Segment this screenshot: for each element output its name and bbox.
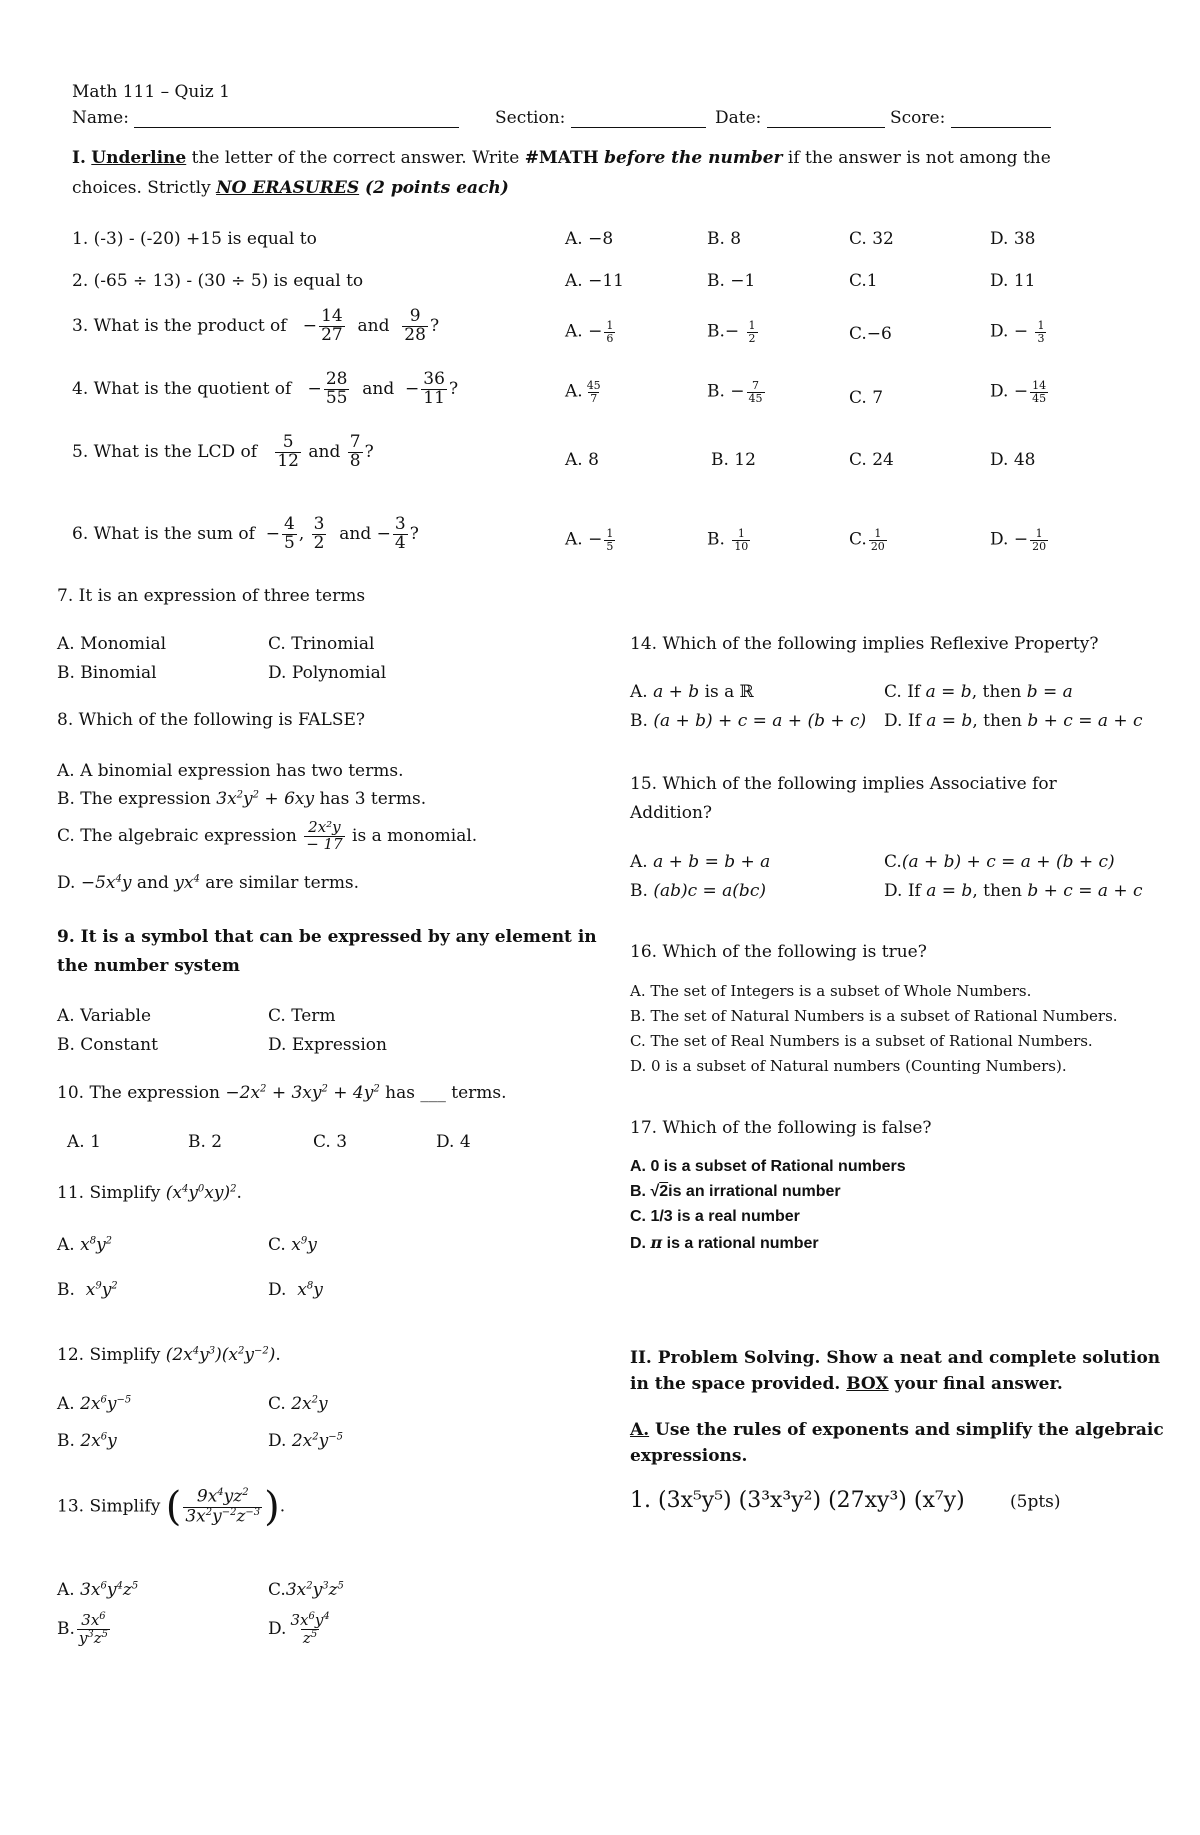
q5-and: and <box>308 441 341 462</box>
q15-b-label: B. <box>630 881 654 901</box>
q3-b-den: 2 <box>748 331 756 345</box>
q12-text: 12. Simplify $(2x^4y^3)(x^2y^{-2})$. <box>57 1345 281 1365</box>
q14-text: 14. Which of the following implies Reflexive Property? <box>630 634 1099 654</box>
q13-b-label: B. <box>57 1618 75 1639</box>
q14-c-expr2: b = a <box>1026 682 1073 702</box>
section-label: Section: <box>495 108 566 128</box>
q13-a-expr: $3x^6y^4z^5$ <box>80 1580 139 1600</box>
q3-d-den: 3 <box>1037 331 1045 345</box>
q13-text: 13. Simplify ( $\frac{9x^4yz^2}{3x^2y^{-2}z^{-3}}$ ). <box>57 1484 286 1530</box>
q2-option-a[interactable]: A. −11 <box>565 271 624 291</box>
q15-text-line1: 15. Which of the following implies Associative for <box>630 774 1057 794</box>
q3-d-num: 1 <box>1037 319 1045 332</box>
q10-option-b[interactable]: B. 2 <box>188 1132 223 1152</box>
instr-c: choices. Strictly <box>72 178 217 198</box>
q3-text: 3. What is the product of − $\frac{14}{27}$ and $\frac{9}{28}$ ? <box>72 306 440 345</box>
q6-c-den: 20 <box>870 539 885 553</box>
q3-d-fraction <box>1035 320 1046 344</box>
q5-prompt: 5. What is the LCD of <box>72 441 258 462</box>
q3-prompt: 3. What is the product of <box>72 315 287 336</box>
q6-fraction-2 <box>312 516 327 553</box>
q10-option-d[interactable]: D. 4 <box>436 1132 471 1152</box>
q17-b-label: B. <box>630 1183 651 1200</box>
q8-d-expr2: $yx^4$ <box>174 873 200 893</box>
q6-a-fraction <box>604 528 615 552</box>
q12-b-label: B. <box>57 1431 81 1451</box>
q13-b-fraction <box>77 1612 110 1647</box>
part2-line2-suffix: your final answer. <box>888 1374 1063 1394</box>
q14-d-label: D. If <box>884 711 927 731</box>
q4-fraction-1 <box>324 371 350 408</box>
q15-option-c[interactable] <box>884 852 1115 872</box>
part1-roman: I. <box>72 148 86 168</box>
q6-and: and <box>339 523 372 544</box>
q12-b-expr: $2x^6y$ <box>80 1431 117 1451</box>
q8-c-prefix: C. The algebraic expression <box>57 825 297 846</box>
q11-c-expr: $x^9y$ <box>291 1235 317 1255</box>
q10-prefix: 10. The expression <box>57 1083 226 1103</box>
q4-d-fraction <box>1030 380 1048 404</box>
q6-b-fraction <box>732 528 750 552</box>
q13-left-paren: ( <box>165 1484 182 1530</box>
q4-a-fraction <box>585 380 603 404</box>
q15-b-expr: (ab)c = a(bc) <box>653 881 766 901</box>
q6-b-den: 10 <box>734 539 749 553</box>
q6-option-b[interactable] <box>707 528 752 552</box>
instr-a: the letter of the correct answer. Write <box>186 148 525 168</box>
q6-c-fraction <box>869 528 887 552</box>
q4-f2-num: 36 <box>423 369 445 389</box>
q12-option-b[interactable] <box>57 1431 117 1451</box>
q4-b-den: 45 <box>748 391 763 405</box>
q14-a-label: A. <box>630 682 654 702</box>
q13-b-den: $y^3z^5$ <box>78 1628 109 1647</box>
q1-option-d[interactable]: D. 38 <box>990 229 1036 249</box>
q10-expression: $-2x^2 + 3xy^2 + 4y^2$ <box>225 1083 380 1103</box>
q15-a-label: A. <box>630 852 654 872</box>
q8-c-fraction <box>304 820 344 853</box>
q6-d-prefix: D. − <box>990 529 1029 550</box>
q15-option-b[interactable] <box>630 881 766 901</box>
q11-b-expr: $x^9y^2$ <box>85 1280 118 1300</box>
q14-c-expr: a = b <box>925 682 972 702</box>
part1-instructions-2 <box>72 178 509 198</box>
part2-line1: II. Problem Solving. Show a neat and complete solution <box>630 1348 1161 1368</box>
q10-option-c[interactable]: C. 3 <box>313 1132 348 1152</box>
q14-c-label: C. If <box>884 682 926 702</box>
q9-option-b[interactable]: B. Constant <box>57 1035 158 1055</box>
q4-option-c[interactable]: C. 7 <box>849 388 884 408</box>
q14-b-label: B. <box>630 711 654 731</box>
q5-fraction-2 <box>348 434 363 471</box>
q4-fraction-2 <box>421 371 447 408</box>
q14-b-expr: (a + b) + c = a + (b + c) <box>653 711 867 731</box>
q8-b-expression: $3x^2y^2 + 6xy$ <box>216 789 315 809</box>
q13-b-num: $3x^6$ <box>81 1611 106 1629</box>
q16-option-c[interactable]: C. The set of Real Numbers is a subset of Rational Numbers. <box>630 1032 1093 1050</box>
q8-c-den: − 17 <box>306 834 343 853</box>
q3-b-prefix: B.− <box>707 321 745 342</box>
before-number: before the number <box>604 148 783 168</box>
date-field[interactable] <box>715 108 885 128</box>
q4-and: and <box>362 378 395 399</box>
q12-expression: $(2x^4y^3)(x^2y^{-2})$ <box>165 1345 276 1365</box>
q8-c-num: 2x²y <box>308 818 341 836</box>
q4-prompt: 4. What is the quotient of <box>72 378 292 399</box>
q3-d-prefix: D. − <box>990 321 1034 342</box>
q1-option-b[interactable]: B. 8 <box>707 229 742 249</box>
q15-a-expr: a + b = b + a <box>653 852 771 872</box>
section-field[interactable] <box>495 108 706 128</box>
q11-a-expr: $x^8y^2$ <box>80 1235 113 1255</box>
q13-num: $9x^4yz^2$ <box>196 1486 249 1507</box>
q15-c-expr: (a + b) + c = a + (b + c) <box>901 852 1115 872</box>
q4-f1-den: 55 <box>325 387 348 408</box>
q3-option-a[interactable] <box>565 320 617 344</box>
name-field[interactable] <box>72 108 459 128</box>
q6-text: 6. What is the sum of − $\frac{4}{5}$ , $\frac{3}{2}$ and − $\frac{3}{4}$ ? <box>72 514 419 553</box>
q3-option-b[interactable] <box>707 320 760 344</box>
q11-option-d[interactable] <box>268 1280 323 1300</box>
q6-option-a[interactable] <box>565 528 617 552</box>
q15-option-d[interactable]: D. If a = b, then b + c = a + c <box>884 881 1143 901</box>
part2-box-word: BOX <box>846 1374 889 1394</box>
q4-b-num: 7 <box>752 379 760 392</box>
q11-b-label: B. <box>57 1280 81 1300</box>
date-label: Date: <box>715 108 762 128</box>
q4-d-num: 14 <box>1032 379 1047 392</box>
q3-f1-num: 14 <box>321 306 343 326</box>
part1-instructions <box>72 148 1051 168</box>
q11-expression: $(x^4y^0xy)^2$ <box>165 1183 237 1203</box>
section-blank[interactable] <box>571 113 706 128</box>
q6-c-num: 1 <box>874 527 882 540</box>
q17-d-label: D. <box>630 1235 651 1252</box>
q6-d-fraction <box>1030 528 1048 552</box>
q13-prefix: 13. Simplify <box>57 1496 161 1517</box>
part2-line2-prefix: in the space provided. <box>630 1374 847 1394</box>
underline-word: Underline <box>91 148 187 168</box>
q8-d-suffix: are similar terms. <box>199 873 360 893</box>
q6-a-den: 5 <box>606 539 614 553</box>
q16-option-d[interactable]: D. 0 is a subset of Natural numbers (Counting Numbers). <box>630 1057 1067 1075</box>
q4-f2-den: 11 <box>423 387 445 408</box>
q14-a-suffix: is a ℝ <box>699 682 754 702</box>
q11-option-c[interactable] <box>268 1235 317 1255</box>
q10-suffix: has ___ terms. <box>379 1083 507 1103</box>
q3-a-num: 1 <box>606 319 614 332</box>
q5-f2-den: 8 <box>349 450 361 471</box>
q13-right-paren: ) <box>264 1484 280 1530</box>
q13-den: $3x^2y^{-2}z^{-3}$ <box>185 1506 261 1527</box>
part2-a-label: A. <box>630 1420 650 1440</box>
q12-d-label: D. <box>268 1431 292 1451</box>
q3-f1-den: 27 <box>321 324 343 345</box>
problem-1: 1. (3x⁵y⁵) (3³x³y²) (27xy³) (x⁷y) <box>630 1488 965 1513</box>
q15-d-label: D. If <box>884 881 927 901</box>
q9-text-line1: 9. It is a symbol that can be expressed by any element in <box>57 927 597 947</box>
q13-c-label: C. <box>268 1580 286 1600</box>
q11-prefix: 11. Simplify <box>57 1183 166 1203</box>
q3-a-fraction <box>604 320 615 344</box>
q6-option-c[interactable] <box>849 528 889 552</box>
q8-option-b[interactable] <box>57 789 426 809</box>
q17-option-a[interactable]: A. 0 is a subset of Rational numbers <box>630 1158 906 1175</box>
no-erasures: NO ERASURES <box>216 178 360 198</box>
q4-b-prefix: B. − <box>707 381 745 402</box>
q12-option-d[interactable] <box>268 1431 343 1451</box>
q9-option-d[interactable]: D. Expression <box>268 1035 387 1055</box>
q15-text-line2: Addition? <box>630 803 713 823</box>
q5-f1-num: 5 <box>282 432 294 452</box>
q16-option-b[interactable]: B. The set of Natural Numbers is a subset of Rational Numbers. <box>630 1007 1118 1025</box>
q6-b-prefix: B. <box>707 529 725 550</box>
q13-d-fraction <box>288 1612 331 1647</box>
q3-option-c[interactable]: C.−6 <box>849 324 892 344</box>
q17-option-d[interactable] <box>630 1233 819 1253</box>
q5-option-c[interactable]: C. 24 <box>849 450 894 470</box>
name-label: Name: <box>72 108 129 128</box>
q6-b-num: 1 <box>737 527 745 540</box>
q13-option-a[interactable] <box>57 1580 138 1600</box>
part2-a-text: Use the rules of exponents and simplify the algebraic <box>649 1420 1164 1440</box>
q14-option-a[interactable] <box>630 682 754 702</box>
q13-d-den: $z^5$ <box>302 1628 318 1647</box>
q7-option-c[interactable]: C. Trinomial <box>268 634 375 654</box>
q6-c-prefix: C. <box>849 529 867 550</box>
part2-a-line2: expressions. <box>630 1446 748 1466</box>
problem-1-points: (5pts) <box>1010 1492 1061 1512</box>
q2-option-c[interactable]: C.1 <box>849 271 878 291</box>
q15-d-expr2: b + c = a + c <box>1027 881 1143 901</box>
q13-a-label: A. <box>57 1580 81 1600</box>
math-tag: #MATH <box>524 148 599 168</box>
q9-text-line2: the number system <box>57 956 240 976</box>
part2-a-line1 <box>630 1420 1164 1440</box>
q15-d-expr: a = b <box>926 881 973 901</box>
q12-d-expr: $2x^2y^{-5}$ <box>291 1431 343 1451</box>
q4-a-prefix: A. <box>565 381 583 402</box>
q7-option-b[interactable]: B. Binomial <box>57 663 157 683</box>
q8-d-expr1: $-5x^4y$ <box>80 873 132 893</box>
q17-d-pi: π <box>650 1233 663 1252</box>
q17-d-suffix: is a rational number <box>662 1235 819 1252</box>
q11-option-b[interactable] <box>57 1280 118 1300</box>
score-label: Score: <box>890 108 946 128</box>
q5-f2-num: 7 <box>349 432 361 452</box>
part2-line2 <box>630 1374 1063 1394</box>
q4-option-a[interactable] <box>565 380 605 404</box>
q15-option-a[interactable] <box>630 852 770 872</box>
q6-f1-num: 4 <box>284 514 295 534</box>
q4-d-den: 45 <box>1032 391 1047 405</box>
q4-a-num: 45 <box>586 379 601 392</box>
q12-a-label: A. <box>57 1394 81 1414</box>
q12-option-c[interactable] <box>268 1394 328 1414</box>
q8-d-and: and <box>131 873 175 893</box>
q6-f1-den: 5 <box>284 532 295 553</box>
q3-fraction-2 <box>402 308 428 345</box>
q6-fraction-3 <box>393 516 408 553</box>
q13-option-d[interactable] <box>268 1612 334 1647</box>
q3-b-num: 1 <box>748 319 756 332</box>
q5-option-b[interactable]: B. 12 <box>711 450 756 470</box>
q14-option-c[interactable]: C. If a = b, then b = a <box>884 682 1073 702</box>
q2-text: 2. (-65 ÷ 13) - (30 ÷ 5) is equal to <box>72 271 364 291</box>
q3-fraction-1 <box>319 308 345 345</box>
q8-b-prefix: B. The expression <box>57 789 217 809</box>
q5-option-a[interactable]: A. 8 <box>565 450 599 470</box>
q17-option-b[interactable] <box>630 1183 841 1201</box>
q17-text: 17. Which of the following is false? <box>630 1118 932 1138</box>
q4-text: 4. What is the quotient of − $\frac{28}{55}$ and − $\frac{36}{11}$ ? <box>72 369 459 408</box>
q15-c-label: C. <box>884 852 902 872</box>
q4-d-prefix: D. − <box>990 381 1029 402</box>
q16-text: 16. Which of the following is true? <box>630 942 927 962</box>
q7-text: 7. It is an expression of three terms <box>57 586 366 606</box>
q12-option-a[interactable] <box>57 1394 131 1414</box>
q12-a-expr: $2x^6y^{-5}$ <box>80 1394 132 1414</box>
q3-option-d[interactable] <box>990 320 1048 344</box>
q11-c-label: C. <box>268 1235 292 1255</box>
q6-f2-num: 3 <box>313 514 325 534</box>
q8-d-prefix: D. <box>57 873 81 893</box>
q7-option-a[interactable]: A. Monomial <box>57 634 167 654</box>
q17-option-c[interactable]: C. 1/3 is a real number <box>630 1208 800 1225</box>
q3-b-fraction <box>747 320 758 344</box>
q6-option-d[interactable] <box>990 528 1050 552</box>
q14-d-expr: a = b <box>926 711 973 731</box>
q11-text: 11. Simplify $(x^4y^0xy)^2$. <box>57 1183 242 1203</box>
name-blank[interactable] <box>134 113 459 128</box>
q12-c-label: C. <box>268 1394 286 1414</box>
q8-option-c[interactable] <box>57 820 477 853</box>
q3-a-prefix: A. − <box>565 321 603 342</box>
q5-option-d[interactable]: D. 48 <box>990 450 1036 470</box>
score-blank[interactable] <box>951 113 1051 128</box>
q5-text: 5. What is the LCD of $\frac{5}{12}$ and $\frac{7}{8}$ ? <box>72 432 374 471</box>
q3-a-den: 6 <box>606 331 614 345</box>
q9-option-c[interactable]: C. Term <box>268 1006 336 1026</box>
q11-a-label: A. <box>57 1235 81 1255</box>
q17-b-sqrt: √2 <box>650 1183 669 1200</box>
q5-fraction-1 <box>275 434 301 471</box>
q16-option-a[interactable]: A. The set of Integers is a subset of Whole Numbers. <box>630 982 1032 1000</box>
q13-option-b[interactable] <box>57 1612 112 1647</box>
q3-f2-den: 28 <box>404 324 426 345</box>
q6-f3-num: 3 <box>394 514 406 534</box>
q13-d-num: $3x^6y^4$ <box>290 1611 330 1629</box>
q6-prompt: 6. What is the sum of <box>72 523 255 544</box>
q6-a-prefix: A. − <box>565 529 603 550</box>
score-field[interactable] <box>890 108 1051 128</box>
q8-option-d[interactable] <box>57 873 359 893</box>
q10-text <box>57 1083 507 1103</box>
q6-d-den: 20 <box>1032 539 1047 553</box>
q13-fraction <box>183 1488 262 1526</box>
q6-d-num: 1 <box>1035 527 1043 540</box>
q8-c-suffix: is a monomial. <box>352 825 478 846</box>
points-note: (2 points each) <box>359 178 509 198</box>
q1-option-c[interactable]: C. 32 <box>849 229 894 249</box>
q4-option-d[interactable] <box>990 380 1050 404</box>
q2-option-d[interactable]: D. 11 <box>990 271 1036 291</box>
q4-f1-num: 28 <box>325 369 348 389</box>
q6-f2-den: 2 <box>313 532 325 553</box>
q14-option-d[interactable]: D. If a = b, then b + c = a + c <box>884 711 1143 731</box>
q13-option-c[interactable] <box>268 1580 344 1600</box>
q1-text: 1. (-3) - (-20) +15 is equal to <box>72 229 317 249</box>
q11-option-a[interactable] <box>57 1235 112 1255</box>
quiz-title: Math 111 – Quiz 1 <box>72 82 230 102</box>
q10-option-a[interactable]: A. 1 <box>67 1132 101 1152</box>
q14-a-expr: a + b <box>653 682 700 702</box>
q7-option-d[interactable]: D. Polynomial <box>268 663 387 683</box>
q4-b-fraction <box>747 380 765 404</box>
instr-b: if the answer is not among the <box>782 148 1051 168</box>
q6-fraction-1 <box>282 516 297 553</box>
q6-a-num: 1 <box>606 527 614 540</box>
q1-option-a[interactable]: A. −8 <box>565 229 614 249</box>
q5-f1-den: 12 <box>277 450 299 471</box>
date-blank[interactable] <box>767 113 885 128</box>
q13-d-label: D. <box>268 1618 287 1639</box>
q3-and: and <box>357 315 390 336</box>
q12-c-expr: $2x^2y$ <box>291 1394 328 1414</box>
q11-d-expr: $x^8y$ <box>297 1280 323 1300</box>
q8-b-suffix: has 3 terms. <box>314 789 427 809</box>
q4-option-b[interactable] <box>707 380 767 404</box>
q12-prefix: 12. Simplify <box>57 1345 166 1365</box>
q6-f3-den: 4 <box>394 532 406 553</box>
q4-a-den: 7 <box>590 391 598 405</box>
q8-text: 8. Which of the following is FALSE? <box>57 710 366 730</box>
q13-c-expr: $3x^2y^3z^5$ <box>285 1580 344 1600</box>
q14-d-expr2: b + c = a + c <box>1027 711 1143 731</box>
q9-option-a[interactable]: A. Variable <box>57 1006 152 1026</box>
q8-option-a[interactable]: A. A binomial expression has two terms. <box>57 761 404 781</box>
q11-d-label: D. <box>268 1280 292 1300</box>
q3-f2-num: 9 <box>409 306 421 326</box>
q14-option-b[interactable] <box>630 711 866 731</box>
q2-option-b[interactable]: B. −1 <box>707 271 756 291</box>
q17-b-suffix: is an irrational number <box>668 1183 841 1200</box>
